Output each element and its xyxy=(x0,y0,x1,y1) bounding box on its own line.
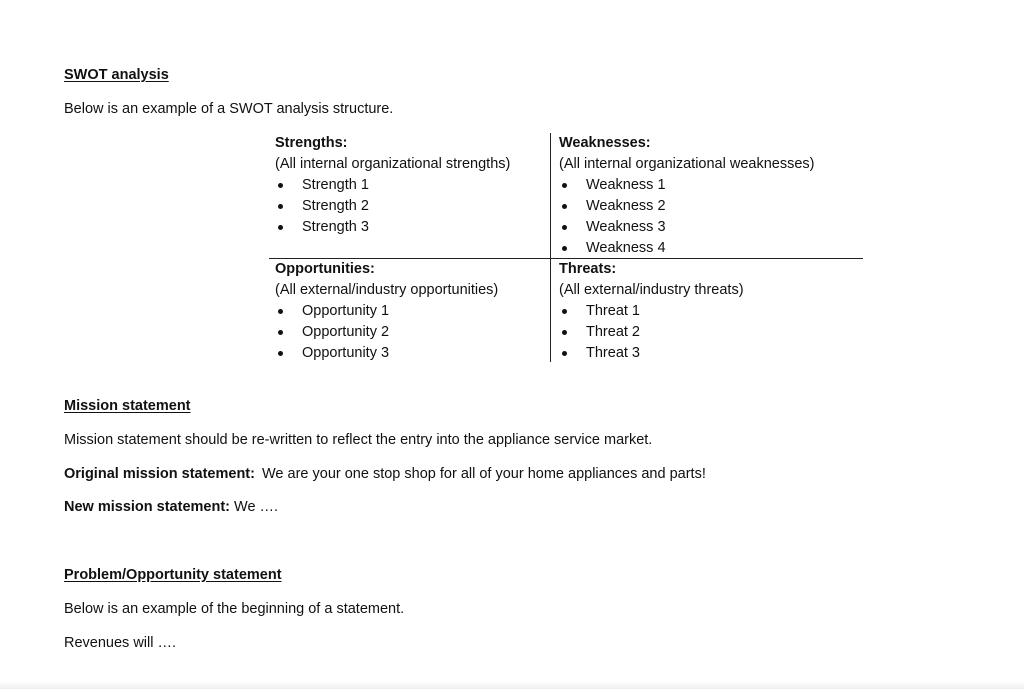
original-mission-label: Original mission statement: xyxy=(64,466,255,482)
list-item: Strength 2 xyxy=(275,196,510,217)
list-item: Opportunity 3 xyxy=(275,343,498,364)
problem-heading: Problem/Opportunity statement xyxy=(64,567,282,583)
list-item: Opportunity 1 xyxy=(275,301,498,322)
weaknesses-description: (All internal organizational weaknesses) xyxy=(559,156,815,172)
strengths-title: Strengths: xyxy=(275,135,348,151)
list-item: Threat 3 xyxy=(559,343,744,364)
opportunities-description: (All external/industry opportunities) xyxy=(275,282,499,298)
swot-vertical-divider xyxy=(550,133,551,362)
list-item: Weakness 3 xyxy=(559,217,815,238)
swot-strengths-cell xyxy=(275,133,510,238)
mission-heading: Mission statement xyxy=(64,398,191,414)
mission-intro: Mission statement should be re-written to reflect the entry into the appliance service market. xyxy=(64,432,653,448)
weaknesses-title: Weaknesses: xyxy=(559,135,651,151)
new-mission-label: New mission statement: xyxy=(64,499,230,515)
list-item: Threat 1 xyxy=(559,301,744,322)
original-mission-text: We are your one stop shop for all of your home appliances and parts! xyxy=(262,466,706,482)
weaknesses-list xyxy=(559,175,815,259)
list-item: Weakness 2 xyxy=(559,196,815,217)
strengths-description: (All internal organizational strengths) xyxy=(275,156,511,172)
opportunities-title: Opportunities: xyxy=(275,261,375,277)
problem-intro: Below is an example of the beginning of a statement. xyxy=(64,601,405,617)
threats-description: (All external/industry threats) xyxy=(559,282,744,298)
swot-intro: Below is an example of a SWOT analysis structure. xyxy=(64,101,394,117)
new-mission-line xyxy=(64,499,278,515)
strengths-list xyxy=(275,175,510,238)
swot-heading: SWOT analysis xyxy=(64,67,169,83)
list-item: Strength 1 xyxy=(275,175,510,196)
opportunities-list xyxy=(275,301,498,364)
problem-example: Revenues will …. xyxy=(64,635,177,651)
swot-threats-cell xyxy=(559,259,744,364)
swot-opportunities-cell xyxy=(275,259,498,364)
page-bottom-edge xyxy=(0,681,1024,689)
list-item: Opportunity 2 xyxy=(275,322,498,343)
original-mission-line xyxy=(64,466,706,482)
swot-weaknesses-cell xyxy=(559,133,815,259)
list-item: Threat 2 xyxy=(559,322,744,343)
list-item: Weakness 1 xyxy=(559,175,815,196)
list-item: Weakness 4 xyxy=(559,238,815,259)
swot-table xyxy=(269,133,863,362)
threats-list xyxy=(559,301,744,364)
new-mission-text: We …. xyxy=(234,499,279,515)
list-item: Strength 3 xyxy=(275,217,510,238)
threats-title: Threats: xyxy=(559,261,617,277)
